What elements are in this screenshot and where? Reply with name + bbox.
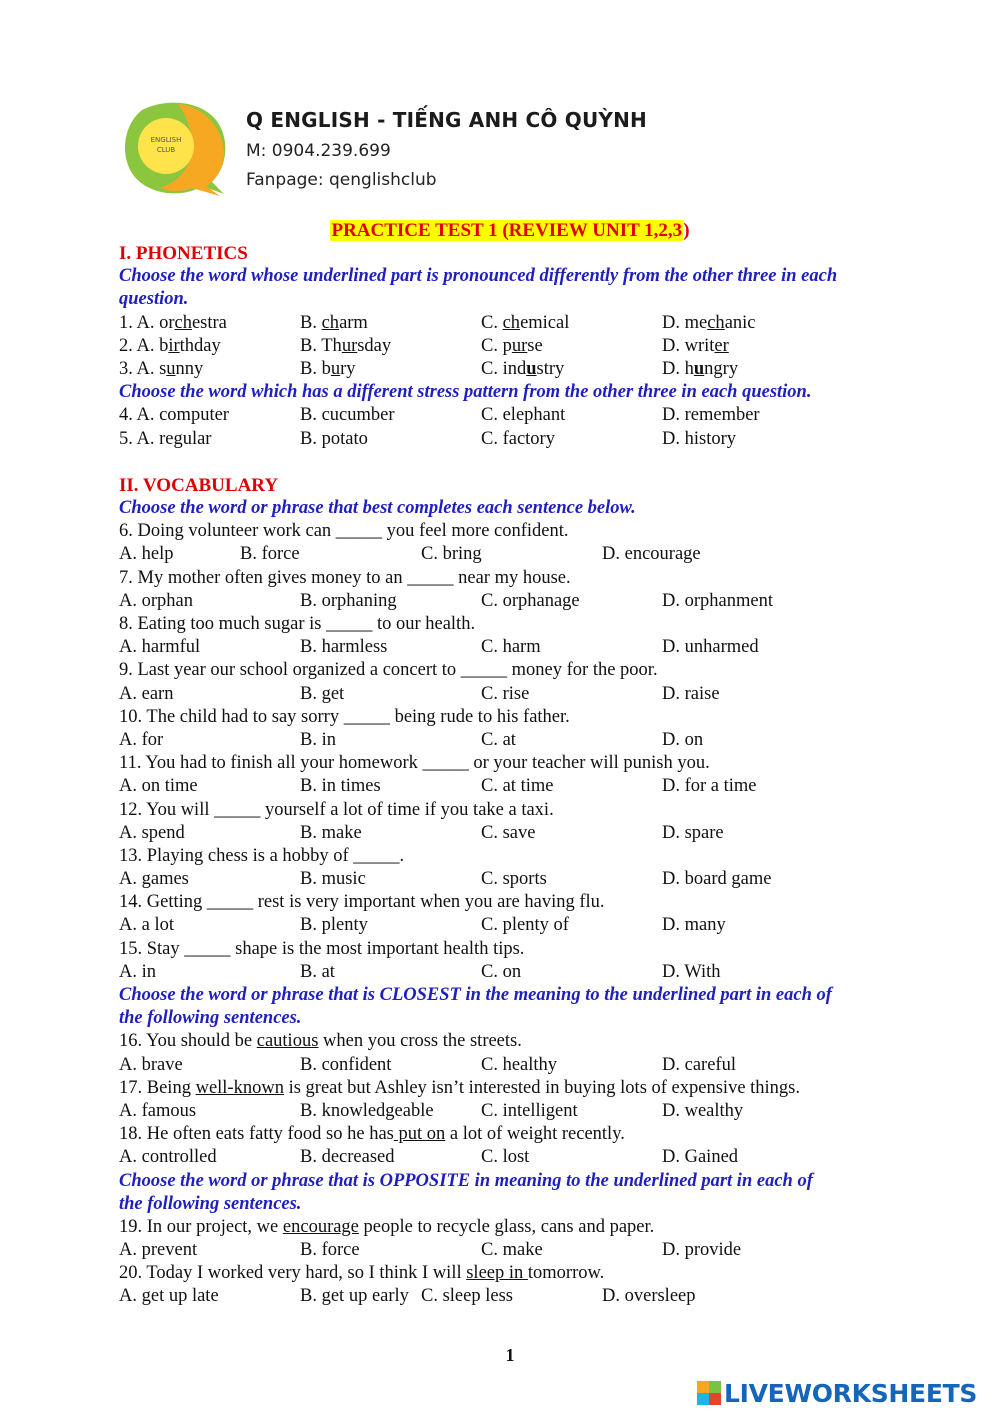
question-14-options: A. a lot B. plenty C. plenty of D. many — [119, 915, 726, 936]
instruction-vocabulary-2: Choose the word or phrase that is CLOSEST in the meaning to the underlined part in each of — [119, 985, 832, 1005]
title-text: PRACTICE TEST 1 (REVIEW UNIT 1,2,3 — [331, 220, 683, 241]
question-7-options: A. orphan B. orphaning C. orphanage D. orphanment — [119, 590, 773, 611]
instruction-phonetics-2: Choose the word which has a different stress pattern from the other three in each question. — [119, 382, 812, 403]
question-9-stem: 9. Last year our school organized a concert to _____ money for the poor. — [119, 660, 658, 681]
question-20-options: A. get up late B. get up early C. sleep less D. oversleep — [119, 1286, 696, 1307]
option-c: C. purse — [481, 335, 543, 356]
question-3-options — [119, 358, 919, 381]
instruction-phonetics-1: Choose the word whose underlined part is pronounced differently from the other three in each — [119, 266, 838, 287]
liveworksheets-logo-icon — [697, 1381, 721, 1405]
section-heading-vocabulary: II. VOCABULARY — [119, 474, 279, 496]
question-13-options: A. games B. music C. sports D. board game — [119, 869, 772, 890]
question-19-options: A. prevent B. force C. make D. provide — [119, 1240, 742, 1261]
question-15-stem: 15. Stay _____ shape is the most important health tips. — [119, 938, 525, 959]
test-content — [119, 242, 919, 1309]
option-c: C. chemical — [481, 312, 570, 333]
question-16-stem: 16. You should be cautious when you cross the streets. — [119, 1031, 522, 1052]
instruction-vocabulary-2-cont: the following sentences. — [119, 1008, 302, 1029]
watermark-text: LIVEWORKSHEETS — [724, 1378, 978, 1408]
option-a: 2. A. birthday — [119, 335, 221, 356]
option-c: C. industry — [481, 358, 565, 379]
option-b: B. bury — [300, 358, 356, 379]
logo-icon — [120, 98, 232, 198]
instruction-vocabulary-3-cont: the following sentences. — [119, 1193, 302, 1214]
instruction-phonetics-1-cont: question. — [119, 289, 189, 310]
question-14-stem: 14. Getting _____ rest is very important when you are having flu. — [119, 892, 605, 913]
phone-number: M: 0904.239.699 — [246, 141, 391, 161]
question-12-options: A. spend B. make C. save D. spare — [119, 822, 724, 843]
option-b: B. Thursday — [300, 335, 392, 356]
question-6-stem: 6. Doing volunteer work can _____ you feel more confident. — [119, 521, 569, 542]
option-b: B. charm — [300, 312, 368, 333]
question-4-options: 4. A. computer B. cucumber C. elephant D. remember — [119, 405, 760, 426]
liveworksheets-watermark — [697, 1378, 977, 1408]
question-17-stem: 17. Being well-known is great but Ashley isn’t interested in buying lots of expensive things. — [119, 1077, 801, 1098]
question-13-stem: 13. Playing chess is a hobby of _____. — [119, 845, 405, 866]
question-8-options: A. harmful B. harmless C. harm D. unharmed — [119, 637, 759, 658]
question-8-stem: 8. Eating too much sugar is _____ to our health. — [119, 614, 476, 634]
instruction-vocabulary-1: Choose the word or phrase that best completes each sentence below. — [119, 498, 636, 519]
question-20-stem: 20. Today I worked very hard, so I think I will sleep in tomorrow. — [119, 1263, 605, 1284]
question-7-stem: 7. My mother often gives money to an _____ near my house. — [119, 567, 571, 588]
question-12-stem: 12. You will _____ yourself a lot of time if you take a taxi. — [119, 799, 554, 820]
brand-block — [246, 108, 647, 190]
question-11-options: A. on time B. in times C. at time D. for a time — [119, 776, 757, 797]
question-17-options: A. famous B. knowledgeable C. intelligent D. wealthy — [119, 1100, 744, 1121]
page-title: PRACTICE TEST 1 (REVIEW UNIT 1,2,3) — [331, 220, 690, 241]
option-a: 1. A. orchestra — [119, 312, 227, 333]
option-d: D. hungry — [662, 358, 739, 379]
page-number: 1 — [505, 1345, 515, 1365]
question-19-stem: 19. In our project, we encourage people to recycle glass, cans and paper. — [119, 1216, 655, 1237]
question-15-options: A. in B. at C. on D. With — [119, 961, 721, 982]
option-d: D. mechanic — [662, 312, 756, 333]
question-9-options: A. earn B. get C. rise D. raise — [119, 683, 720, 704]
question-10-options: A. for B. in C. at D. on — [119, 729, 704, 750]
instruction-vocabulary-3: Choose the word or phrase that is OPPOSITE in meaning to the underlined part in each of — [119, 1170, 813, 1191]
brand-name: Q ENGLISH - TIẾNG ANH CÔ QUỲNH — [246, 108, 647, 132]
svg-text:ENGLISH: ENGLISH — [150, 136, 182, 144]
question-16-options: A. brave B. confident C. healthy D. careful — [119, 1054, 736, 1075]
question-11-stem: 11. You had to finish all your homework _____ or your teacher will punish you. — [119, 753, 710, 774]
question-1-options — [119, 312, 919, 335]
section-heading-phonetics: I. PHONETICS — [119, 243, 248, 264]
option-d: D. writer — [662, 335, 729, 356]
question-10-stem: 10. The child had to say sorry _____ being rude to his father. — [119, 706, 570, 727]
question-6-options: A. help B. force C. bring D. encourage — [119, 544, 701, 565]
question-5-options: 5. A. regular B. potato C. factory D. history — [119, 428, 736, 449]
question-18-options: A. controlled B. decreased C. lost D. Gained — [119, 1147, 739, 1168]
option-a: 3. A. sunny — [119, 358, 204, 379]
svg-text:CLUB: CLUB — [156, 146, 176, 154]
question-18-stem: 18. He often eats fatty food so he has put on a lot of weight recently. — [119, 1124, 625, 1145]
question-2-options — [119, 335, 919, 358]
fanpage: Fanpage: qenglishclub — [246, 170, 437, 190]
